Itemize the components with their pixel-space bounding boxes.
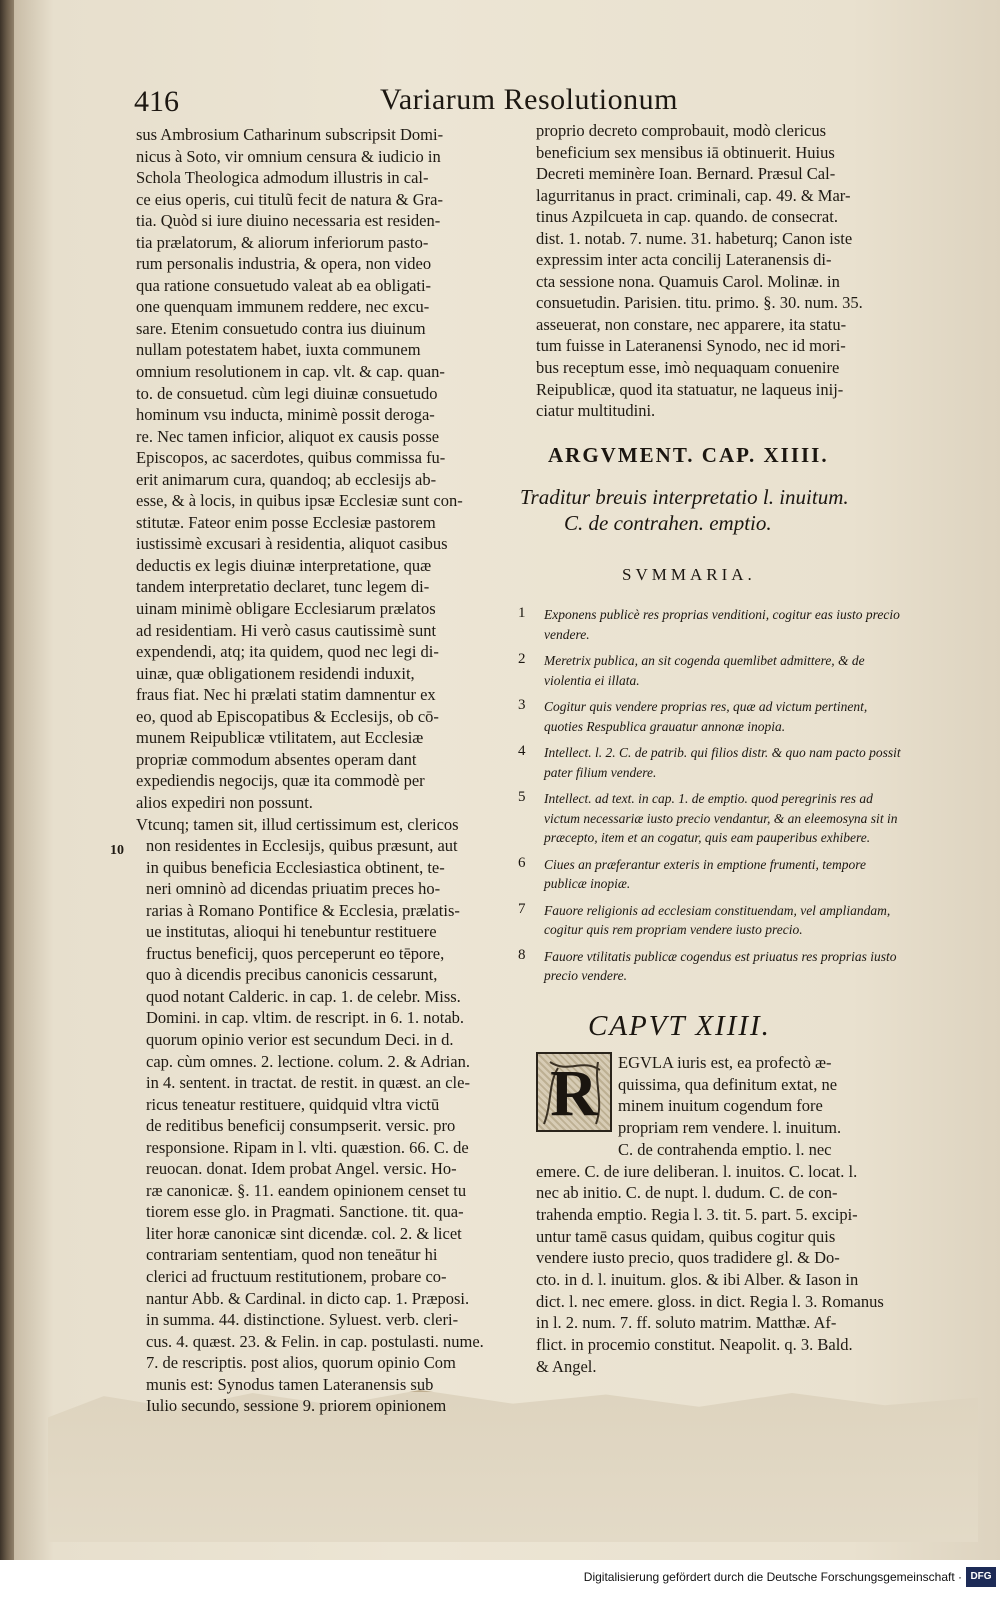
text-line: omnium resolutionem in cap. vlt. & cap. quan- bbox=[136, 362, 445, 382]
text-line: hominum vsu inducta, minimè possit deroga- bbox=[136, 405, 435, 425]
text-line: minem inuitum cogendum fore bbox=[618, 1096, 823, 1116]
text-line: untur tamē casus quidam, quibus cogitur quis bbox=[536, 1226, 836, 1246]
text-line: expendendi, atq; ita quidem, quod nec legi di- bbox=[136, 642, 439, 662]
text-line: quo à dicendis precibus canonicis cessarunt, bbox=[146, 965, 438, 985]
summaria-item bbox=[518, 789, 908, 848]
summaria-list bbox=[518, 605, 908, 993]
text-line: Domini. in cap. vltim. de rescript. in 6. 1. notab. bbox=[146, 1008, 465, 1028]
text-line: nicus à Soto, vir omnium censura & iudicio in bbox=[136, 146, 441, 166]
text-line: dist. 1. notab. 7. nume. 31. habeturq; Canon iste bbox=[536, 228, 853, 248]
text-line: cus. 4. quæst. 23. & Felin. in cap. postulasti. nume. bbox=[146, 1331, 484, 1351]
summaria-item-number: 6 bbox=[518, 854, 526, 871]
text-line: to. de consuetud. cùm legi diuinæ consuetudo bbox=[136, 383, 438, 403]
summaria-item-number: 8 bbox=[518, 946, 526, 963]
summaria-item bbox=[518, 947, 908, 986]
text-line: beneficium sex mensibus iā obtinuerit. Huius bbox=[536, 142, 835, 162]
argument-line-1: Traditur breuis interpretatio l. inuitum. bbox=[520, 485, 849, 509]
summaria-heading: SVMMARIA. bbox=[622, 565, 756, 584]
text-line: Episcopos, ac sacerdotes, quibus commissa fu- bbox=[136, 448, 446, 468]
text-line: sus Ambrosium Catharinum subscripsit Domi- bbox=[136, 125, 444, 144]
text-line: quod notant Calderic. in cap. 1. de celebr. Miss. bbox=[146, 986, 461, 1006]
text-line: expressim inter acta concilij Lateranensis di- bbox=[536, 250, 832, 270]
dfg-logo: DFG bbox=[966, 1567, 996, 1587]
summaria-item-text: Cogitur quis vendere proprias res, quæ ad victum pertinent, quoties Respublica grauatur annonæ inopia. bbox=[544, 699, 868, 734]
argument-line-2: C. de contrahen. emptio. bbox=[564, 511, 772, 535]
text-line: tia prælatorum, & aliorum inferiorum pasto- bbox=[136, 232, 429, 252]
summaria-item-text: Exponens publicè res proprias venditioni, cogitur eas iusto precio vendere. bbox=[544, 607, 900, 642]
summaria-item bbox=[518, 901, 908, 940]
text-line: re. Nec tamen inficior, aliquot ex causis posse bbox=[136, 426, 440, 446]
text-line: tiorem esse glo. in Pragmati. Sanctione. tit. qua- bbox=[146, 1202, 464, 1222]
text-line: clerici ad fructuum restitutionem, probare co- bbox=[146, 1266, 447, 1286]
text-line: erit animarum cura, quandoq; ab ecclesijs ab- bbox=[136, 469, 437, 489]
text-line: neri omninò ad dicendas priuatim preces ho- bbox=[146, 879, 441, 899]
text-line: reuocan. donat. Idem probat Angel. versic. Ho- bbox=[146, 1159, 457, 1179]
running-head: Variarum Resolutionum bbox=[380, 83, 678, 116]
text-line: nullam potestatem habet, iuxta communem bbox=[136, 340, 421, 360]
page-number: 416 bbox=[134, 85, 179, 118]
text-line: rarias à Romano Pontifice & Ecclesia, prælatis- bbox=[146, 900, 460, 920]
initial-letter: R bbox=[550, 1057, 598, 1130]
text-line: alios expediri non possunt. bbox=[136, 792, 313, 812]
summaria-item-text: Ciues an præferantur exteris in emptione frumenti, tempore publicæ inopiæ. bbox=[544, 856, 866, 891]
text-line: Vtcunq; tamen sit, illud certissimum est, clericos bbox=[136, 814, 459, 834]
text-line: de reditibus beneficij consumpserit. versic. pro bbox=[146, 1116, 456, 1136]
text-line: responsione. Ripam in l. vlti. quæstion. 66. C. de bbox=[146, 1137, 469, 1157]
text-line: one quenquam immunem reddere, nec excu- bbox=[136, 297, 430, 317]
text-line: deductis ex legis diuinæ interpretatione, quæ bbox=[136, 555, 432, 575]
margin-number: 10 bbox=[110, 843, 124, 858]
text-line: flict. in procemio constitut. Neapolit. q. 3. Bald. bbox=[536, 1335, 853, 1355]
summaria-item bbox=[518, 855, 908, 894]
text-line: esse, & à locis, in quibus ipsæ Ecclesiæ sunt con- bbox=[136, 491, 463, 511]
text-line: fructus beneficij, quos perceperunt eo tēpore, bbox=[146, 943, 445, 963]
summaria-item-text: Fauore religionis ad ecclesiam constituendam, vel ampliandam, cogitur quis rem propriam vendere iusto precio. bbox=[544, 902, 891, 937]
text-line: trahenda emptio. Regia l. 3. tit. 5. part. 5. excipi- bbox=[536, 1204, 858, 1224]
summaria-item-text: Intellect. l. 2. C. de patrib. qui filios distr. & quo nam pacto possit pater filium vendere. bbox=[544, 745, 901, 780]
summaria-item bbox=[518, 651, 908, 690]
text-line: C. de contrahenda emptio. l. nec bbox=[618, 1139, 832, 1159]
text-line: lagurritanus in pract. criminali, cap. 49. & Mar- bbox=[536, 185, 851, 205]
text-line: expediendis negocijs, quæ ita commodè per bbox=[136, 771, 425, 791]
summaria-item-text: Meretrix publica, an sit cogenda quemlibet admittere, & de violentia ei illata. bbox=[544, 653, 865, 688]
text-line: quissima, qua definitum extat, ne bbox=[618, 1074, 838, 1094]
summaria-item-number: 1 bbox=[518, 605, 526, 621]
text-line: nec ab initio. C. de nupt. l. dudum. C. de con- bbox=[536, 1183, 838, 1203]
text-line: vendere iusto precio, quos tradidere gl. & Do- bbox=[536, 1248, 840, 1268]
text-line: consuetudin. Parisien. titu. primo. §. 30. num. 35. bbox=[536, 293, 863, 313]
summaria-item-number: 7 bbox=[518, 900, 526, 917]
summaria-item bbox=[518, 743, 908, 782]
text-line: fraus fiat. Nec hi prælati statim damnentur ex bbox=[136, 685, 436, 705]
text-line: ue institutas, alioqui hi tenebuntur restituere bbox=[146, 922, 437, 942]
summaria-item bbox=[518, 697, 908, 736]
text-line: proprio decreto comprobauit, modò clericus bbox=[536, 121, 827, 140]
text-line: uinæ, quæ obligationem residendi induxit, bbox=[136, 663, 415, 683]
text-line: in quibus beneficia Ecclesiastica obtinent, te- bbox=[146, 857, 445, 877]
footer-bar bbox=[0, 1560, 1000, 1599]
argument-heading: ARGVMENT. CAP. XIIII. bbox=[548, 443, 829, 467]
text-line: emere. C. de iure deliberan. l. inuitos. C. locat. l. bbox=[536, 1161, 858, 1181]
text-line: contrariam sententiam, quod non teneātur hi bbox=[146, 1245, 438, 1265]
text-line: Reipublicæ, quod ita statuatur, ne laqueus inij- bbox=[536, 379, 844, 399]
text-line: dict. l. nec emere. gloss. in dict. Regia l. 3. Romanus bbox=[536, 1291, 884, 1311]
summaria-item bbox=[518, 605, 908, 644]
text-line: nantur Abb. & Cardinal. in dicto cap. 1. Præposi. bbox=[146, 1288, 470, 1308]
summaria-item-text: Fauore vtilitatis publicæ cogendus est priuatus res proprias iusto precio vendere. bbox=[544, 948, 897, 983]
text-line: qua ratione consuetudo valeat ab ea obligati- bbox=[136, 275, 432, 295]
text-line: propriæ commodum absentes operam dant bbox=[136, 749, 417, 769]
text-line: tandem interpretatio declaret, tunc legem di- bbox=[136, 577, 430, 597]
text-line: in summa. 44. distinctione. Syluest. verb. cleri- bbox=[146, 1310, 459, 1330]
text-line: non residentes in Ecclesijs, quibus præsunt, aut bbox=[146, 836, 458, 856]
text-line: sare. Etenim consuetudo contra ius diuinum bbox=[136, 318, 426, 338]
text-line: ce eius operis, cui titulũ fecit de natura & Gra- bbox=[136, 189, 443, 209]
text-line: tinus Azpilcueta in cap. quando. de consecrat. bbox=[536, 207, 838, 227]
text-line: ad residentiam. Hi verò casus cautissimè sunt bbox=[136, 620, 437, 640]
chapter-heading: CAPVT XIIII. bbox=[588, 1010, 771, 1042]
summaria-item-number: 3 bbox=[518, 697, 526, 713]
text-line: stitutæ. Fateor enim posse Ecclesiæ pastorem bbox=[136, 512, 436, 532]
text-line: eo, quod ab Episcopatibus & Ecclesijs, ob cō- bbox=[136, 706, 439, 726]
text-line: ræ canonicæ. §. 11. eandem opinionem censet tu bbox=[146, 1180, 467, 1200]
text-line: & Angel. bbox=[536, 1356, 597, 1376]
text-line: bus receptum esse, imò nequaquam conuenire bbox=[536, 358, 840, 378]
text-line: ciatur multitudini. bbox=[536, 401, 656, 421]
text-line: cta sessione nona. Quamuis Carol. Molinæ. in bbox=[536, 271, 840, 291]
text-line: Decreti meminère Ioan. Bernard. Præsul Cal- bbox=[536, 164, 836, 184]
left-text-column bbox=[136, 124, 512, 1417]
text-line: liter horæ canonicæ sint dicendæ. col. 2. & licet bbox=[146, 1223, 462, 1243]
text-line: quorum opinio verior est secundum Deci. in d. bbox=[146, 1029, 454, 1049]
text-line: 7. de rescriptis. post alios, quorum opinio Com bbox=[146, 1353, 456, 1373]
text-line: asseuerat, non constare, nec apparere, ita statu- bbox=[536, 314, 847, 334]
text-line: EGVLA iuris est, ea profectò æ- bbox=[618, 1053, 832, 1072]
summaria-item-number: 2 bbox=[518, 651, 526, 667]
text-line: munem Reipublicæ vtilitatem, aut Ecclesiæ bbox=[136, 728, 424, 748]
text-line: rum personalis industria, & opera, non video bbox=[136, 254, 432, 274]
text-line: cto. in d. l. inuitum. glos. & ibi Alber. & Iason in bbox=[536, 1270, 859, 1290]
argument-text bbox=[520, 484, 920, 536]
text-line: Schola Theologica admodum illustris in cal- bbox=[136, 168, 429, 188]
text-line: tum fuisse in Lateranensi Synodo, nec id mori- bbox=[536, 336, 846, 356]
text-line: cap. cùm omnes. 2. lectione. colum. 2. & Adrian. bbox=[146, 1051, 470, 1071]
footer-credit: Digitalisierung gefördert durch die Deutsche Forschungsgemeinschaft · bbox=[583, 1570, 962, 1584]
decorated-initial bbox=[536, 1052, 612, 1132]
summaria-item-text: Intellect. ad text. in cap. 1. de emptio. quod peregrinis res ad victum necessariæ iusto precio vendantur, & an eleemosyna sit in præcepto, item et an cogatur, quis eam pauperibus exhibere. bbox=[544, 791, 898, 845]
text-line: propriam rem vendere. l. inuitum. bbox=[618, 1118, 842, 1138]
text-line: tia. Quòd si iure diuino necessaria est residen- bbox=[136, 211, 441, 231]
text-line: ricus teneatur restituere, quidquid vltra victū bbox=[146, 1094, 440, 1114]
text-line: in l. 2. num. 7. ff. soluto matrim. Matthæ. Af- bbox=[536, 1313, 837, 1333]
summaria-item-number: 5 bbox=[518, 789, 526, 805]
right-text-column bbox=[536, 120, 906, 422]
text-line: munis est: Synodus tamen Lateranensis sub bbox=[146, 1374, 434, 1394]
text-line: iustissimè excusari à residentia, aliquot casibus bbox=[136, 534, 448, 554]
text-line: uinam minimè obligare Ecclesiarum prælatos bbox=[136, 599, 436, 619]
summaria-item-number: 4 bbox=[518, 743, 526, 759]
text-line: in 4. sentent. in tractat. de restit. in quæst. an cle- bbox=[146, 1073, 470, 1093]
text-line: Iulio secundo, sessione 9. priorem opinionem bbox=[146, 1396, 447, 1416]
